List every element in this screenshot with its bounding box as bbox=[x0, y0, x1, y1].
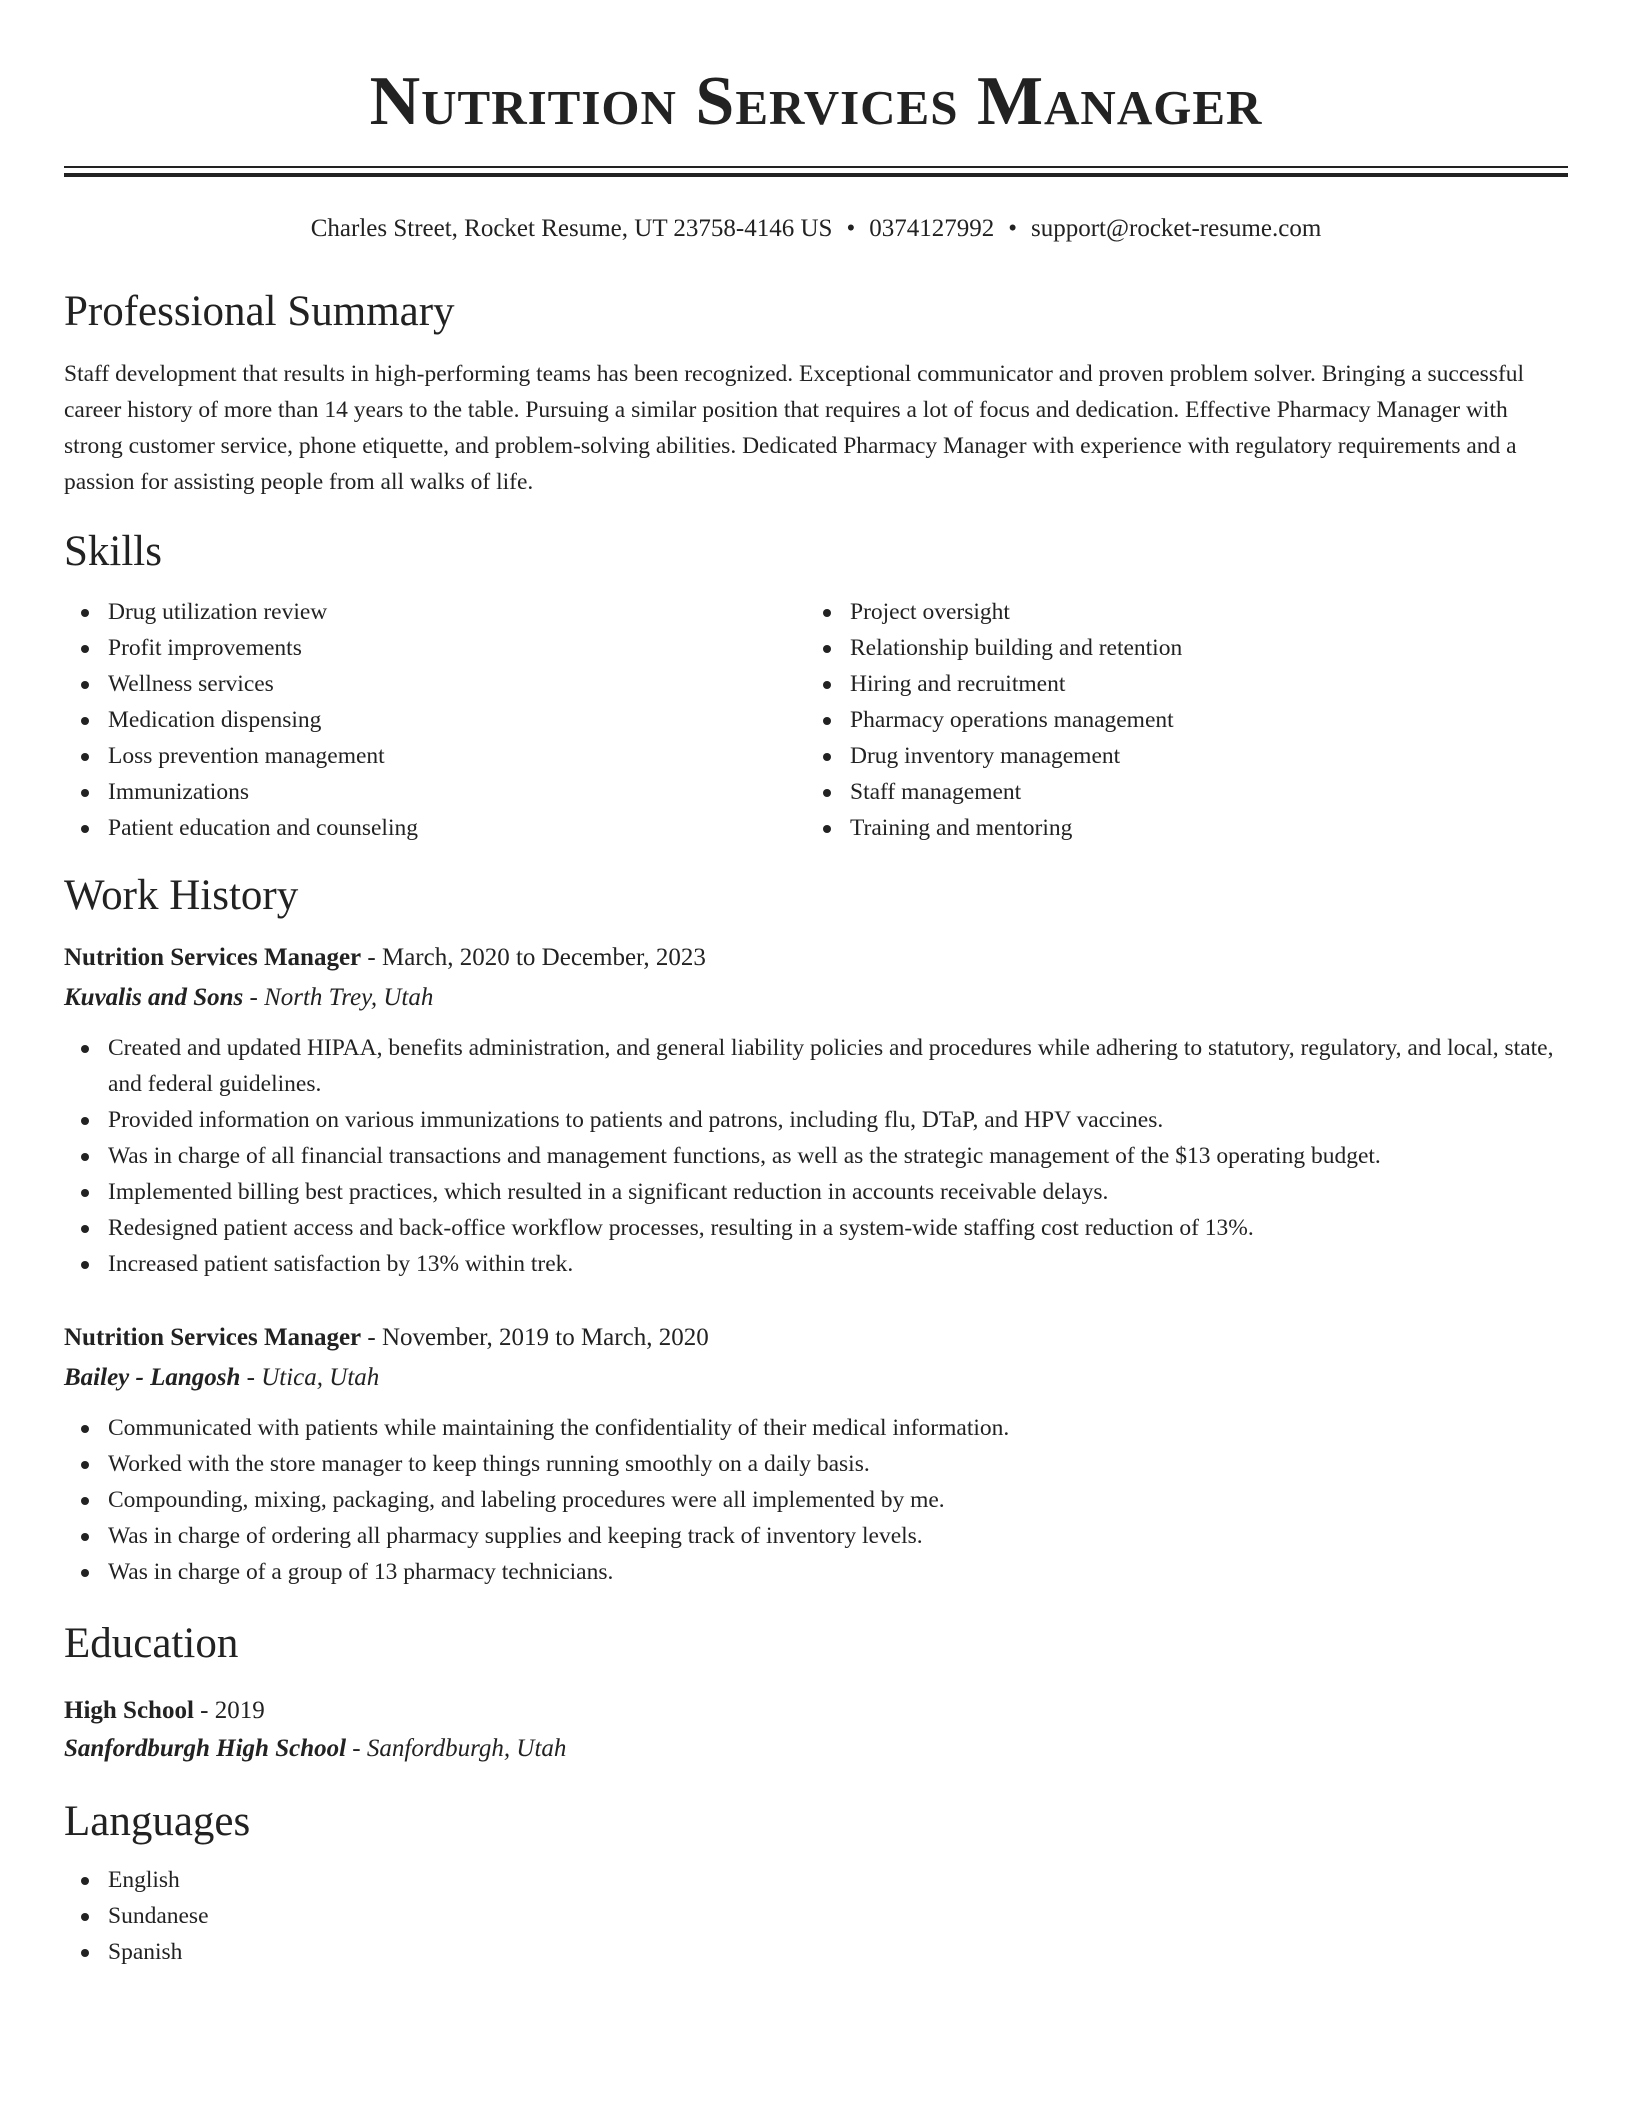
job-title-line bbox=[64, 938, 1568, 978]
job-duties-list bbox=[64, 1030, 1568, 1282]
skill-item: Hiring and recruitment bbox=[806, 666, 1548, 702]
skill-item: Immunizations bbox=[64, 774, 806, 810]
job-entry bbox=[64, 1318, 1568, 1590]
skill-item: Pharmacy operations management bbox=[806, 702, 1548, 738]
summary-text: Staff development that results in high-performing teams has been recognized. Exceptional communicator and proven problem solver. Bringing a successful career history of more than 14 years to the table. Pursuing a similar position that requires a lot of focus and dedication. Effective Pharmacy Manager with strong customer service, phone etiquette, and problem-solving abilities. Dedicated Pharmacy Manager with experience with regulatory requirements and a passion for assisting people from all walks of life. bbox=[64, 361, 1525, 495]
skill-item: Drug inventory management bbox=[806, 738, 1548, 774]
job-duty: Increased patient satisfaction by 13% within trek. bbox=[64, 1246, 1568, 1282]
job-duty: Created and updated HIPAA, benefits administration, and general liability policies and procedures while adhering to statutory, regulatory, and local, state, and federal guidelines. bbox=[64, 1030, 1568, 1102]
skill-item: Drug utilization review bbox=[64, 594, 806, 630]
education-location: - Sanfordburgh, Utah bbox=[346, 1735, 567, 1762]
contact-line bbox=[64, 212, 1568, 246]
education-degree: High School bbox=[64, 1697, 194, 1724]
job-duty: Was in charge of all financial transactions and management functions, as well as the strategic management of the $13 operating budget. bbox=[64, 1138, 1568, 1174]
language-item: Sundanese bbox=[64, 1898, 1568, 1934]
job-duty: Worked with the store manager to keep things running smoothly on a daily basis. bbox=[64, 1446, 1568, 1482]
skills-list-left bbox=[64, 594, 806, 846]
job-company-line bbox=[64, 978, 1568, 1018]
job-company-line bbox=[64, 1358, 1568, 1398]
contact-email: support@rocket-resume.com bbox=[1030, 215, 1322, 242]
skill-item: Medication dispensing bbox=[64, 702, 806, 738]
language-item: English bbox=[64, 1862, 1568, 1898]
job-duties-list bbox=[64, 1410, 1568, 1590]
job-title-line bbox=[64, 1318, 1568, 1358]
job-entry bbox=[64, 938, 1568, 1282]
divider-thick-line bbox=[64, 173, 1568, 177]
skill-item: Patient education and counseling bbox=[64, 810, 806, 846]
skills-heading: Skills bbox=[64, 528, 162, 575]
education-degree-line bbox=[64, 1692, 1568, 1730]
skills-list-right bbox=[806, 594, 1548, 846]
education-heading: Education bbox=[64, 1620, 239, 1667]
job-duty: Was in charge of a group of 13 pharmacy technicians. bbox=[64, 1554, 1568, 1590]
work-history-heading: Work History bbox=[64, 872, 299, 919]
contact-phone: 0374127992 bbox=[869, 215, 995, 242]
education-school: Sanfordburgh High School bbox=[64, 1735, 347, 1762]
skill-item: Relationship building and retention bbox=[806, 630, 1548, 666]
job-duty: Communicated with patients while maintaining the confidentiality of their medical information. bbox=[64, 1410, 1568, 1446]
skill-item: Loss prevention management bbox=[64, 738, 806, 774]
job-duty: Compounding, mixing, packaging, and labeling procedures were all implemented by me. bbox=[64, 1482, 1568, 1518]
skill-item: Project oversight bbox=[806, 594, 1548, 630]
title-divider bbox=[64, 166, 1568, 178]
language-item: Spanish bbox=[64, 1934, 1568, 1970]
summary-heading: Professional Summary bbox=[64, 288, 455, 335]
job-company: Kuvalis and Sons bbox=[64, 984, 244, 1011]
languages-heading: Languages bbox=[64, 1798, 251, 1845]
job-title: Nutrition Services Manager bbox=[64, 944, 362, 971]
skill-item: Staff management bbox=[806, 774, 1548, 810]
job-duty: Provided information on various immunizations to patients and patrons, including flu, DTaP, and HPV vaccines. bbox=[64, 1102, 1568, 1138]
job-location: - Utica, Utah bbox=[240, 1364, 380, 1391]
education-school-line bbox=[64, 1730, 1568, 1768]
skill-item: Training and mentoring bbox=[806, 810, 1548, 846]
job-location: - North Trey, Utah bbox=[243, 984, 434, 1011]
divider-thin-line bbox=[64, 166, 1568, 168]
job-duty: Redesigned patient access and back-office workflow processes, resulting in a system-wide staffing cost reduction of 13%. bbox=[64, 1210, 1568, 1246]
resume-title: Nutrition Services Manager bbox=[369, 63, 1263, 140]
job-duty: Was in charge of ordering all pharmacy supplies and keeping track of inventory levels. bbox=[64, 1518, 1568, 1554]
skill-item: Profit improvements bbox=[64, 630, 806, 666]
skills-columns bbox=[64, 594, 1568, 846]
job-dates: - November, 2019 to March, 2020 bbox=[361, 1324, 709, 1351]
languages-list bbox=[64, 1862, 1568, 1970]
education-year: - 2019 bbox=[193, 1697, 265, 1724]
job-dates: - March, 2020 to December, 2023 bbox=[361, 944, 706, 971]
contact-separator: • bbox=[846, 215, 856, 242]
job-company: Bailey - Langosh bbox=[64, 1364, 241, 1391]
contact-address: Charles Street, Rocket Resume, UT 23758-4146 US bbox=[310, 215, 833, 242]
contact-separator: • bbox=[1008, 215, 1017, 242]
job-title: Nutrition Services Manager bbox=[64, 1324, 362, 1351]
job-duty: Implemented billing best practices, which resulted in a significant reduction in accounts receivable delays. bbox=[64, 1174, 1568, 1210]
skill-item: Wellness services bbox=[64, 666, 806, 702]
